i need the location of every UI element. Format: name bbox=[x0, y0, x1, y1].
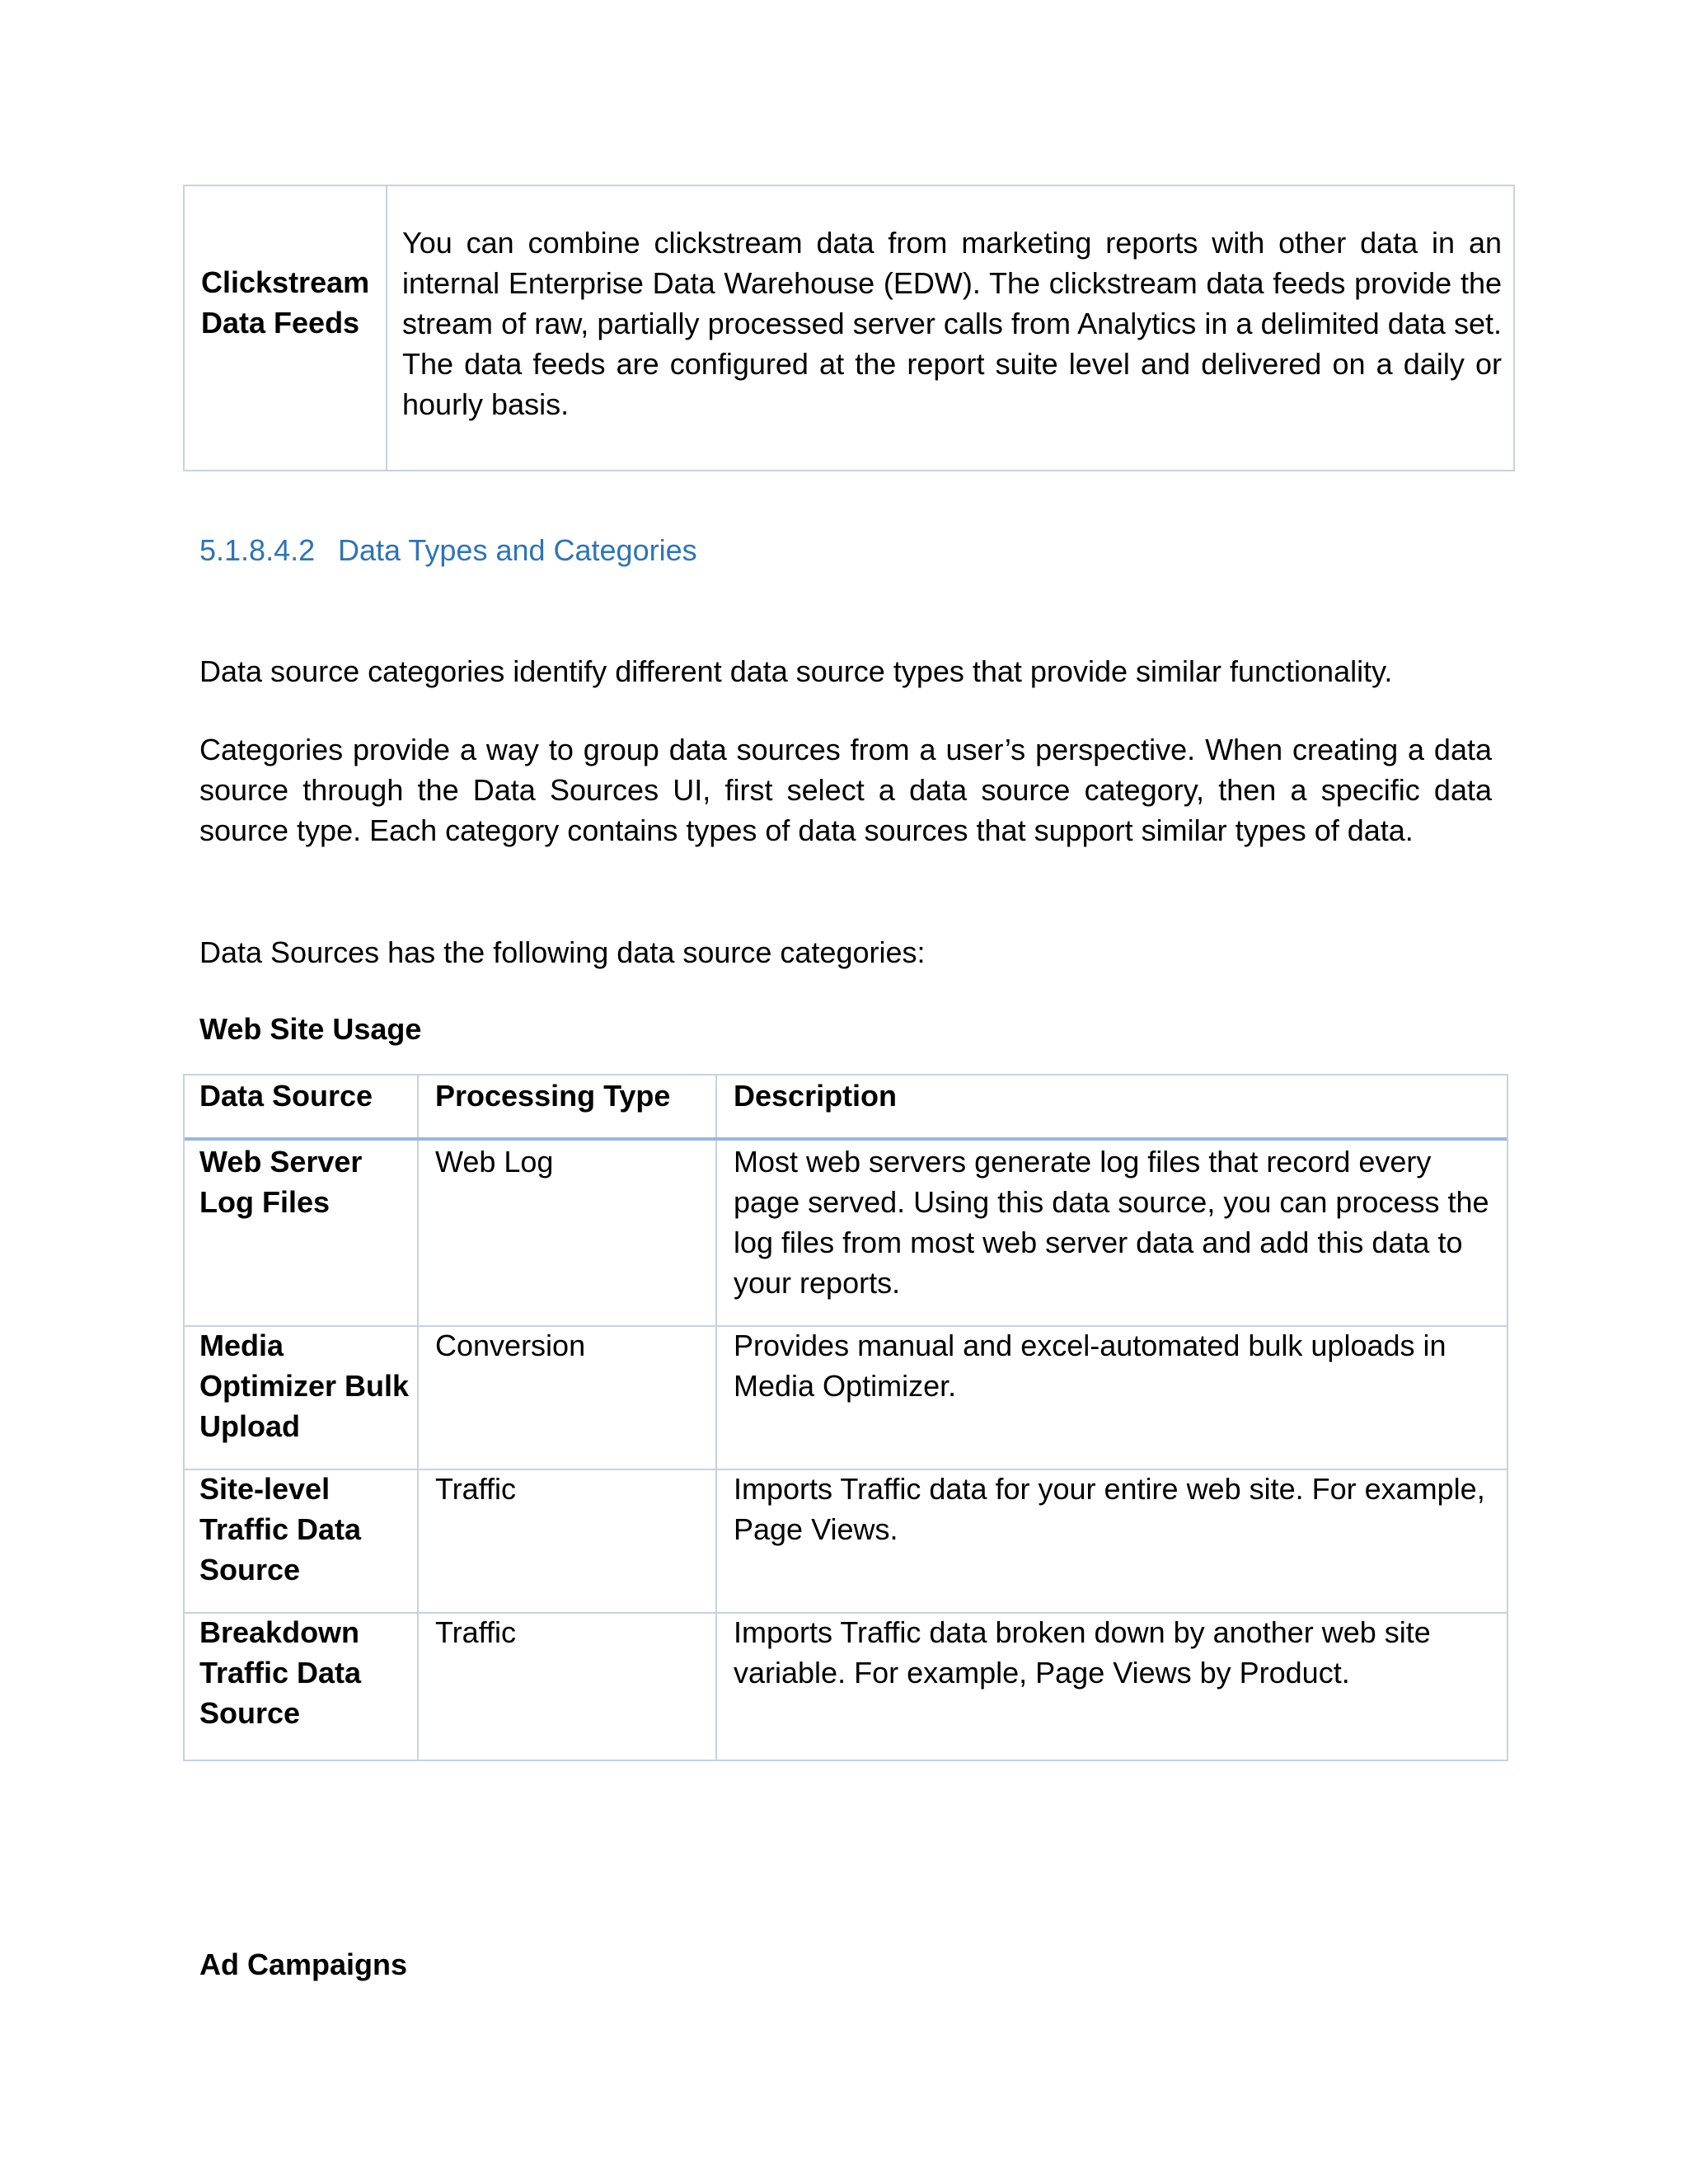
table-cell-source: Site-level Traffic Data Source bbox=[199, 1472, 362, 1586]
table-cell-source: Media Optimizer Bulk Upload bbox=[199, 1329, 410, 1443]
section-heading bbox=[199, 532, 697, 569]
clickstream-label: Clickstream Data Feeds bbox=[201, 265, 370, 340]
table-cell-description: Imports Traffic data for your entire web site. For example, Page Views. bbox=[734, 1472, 1485, 1546]
table-cell-type: Web Log bbox=[435, 1145, 554, 1179]
table-column-divider bbox=[417, 1076, 419, 1760]
section-number: 5.1.8.4.2 bbox=[199, 533, 316, 567]
table-header-processing-type: Processing Type bbox=[435, 1079, 671, 1113]
table-header-description: Description bbox=[734, 1079, 898, 1113]
table-column-divider bbox=[386, 186, 387, 470]
table-cell-type: Traffic bbox=[435, 1615, 517, 1649]
web-site-usage-heading: Web Site Usage bbox=[199, 1012, 422, 1046]
table-cell-source: Breakdown Traffic Data Source bbox=[199, 1615, 362, 1730]
table-cell-description: Provides manual and excel-automated bulk uploads in Media Optimizer. bbox=[734, 1329, 1447, 1403]
table-column-divider bbox=[715, 1076, 717, 1760]
table-cell-type: Traffic bbox=[435, 1472, 517, 1506]
web-site-usage-table bbox=[183, 1074, 1508, 1761]
section-title: Data Types and Categories bbox=[338, 533, 697, 567]
table-cell-description: Imports Traffic data broken down by another web site variable. For example, Page Views by Product. bbox=[734, 1615, 1431, 1690]
paragraph-categories-list-intro: Data Sources has the following data source categories: bbox=[199, 935, 926, 969]
table-cell-description: Most web servers generate log files that record every page served. Using this data source, you can process the log files from most web server data and add this data to your reports. bbox=[734, 1145, 1489, 1300]
ad-campaigns-heading: Ad Campaigns bbox=[199, 1947, 408, 1981]
clickstream-description: You can combine clickstream data from marketing reports with other data in an internal Enterprise Data Warehouse (EDW). The clickstream data feeds provide the stream of raw, partially processed server calls from Analytics in a delimited data set. The data feeds are configured at the report suite level and delivered on a daily or hourly basis. bbox=[402, 226, 1502, 421]
table-cell-type: Conversion bbox=[435, 1329, 586, 1362]
paragraph-categories-detail: Categories provide a way to group data sources from a user’s perspective. When creating a data source through the Data Sources UI, first select a data source category, then a specific data source type. Each category contains types of data sources that support similar types of data. bbox=[199, 733, 1492, 847]
clickstream-table bbox=[183, 185, 1515, 471]
table-header-divider bbox=[185, 1137, 1507, 1141]
paragraph-categories-intro: Data source categories identify different data source types that provide similar functionality. bbox=[199, 654, 1393, 688]
table-header-data-source: Data Source bbox=[199, 1079, 373, 1113]
table-cell-source: Web Server Log Files bbox=[199, 1145, 363, 1219]
